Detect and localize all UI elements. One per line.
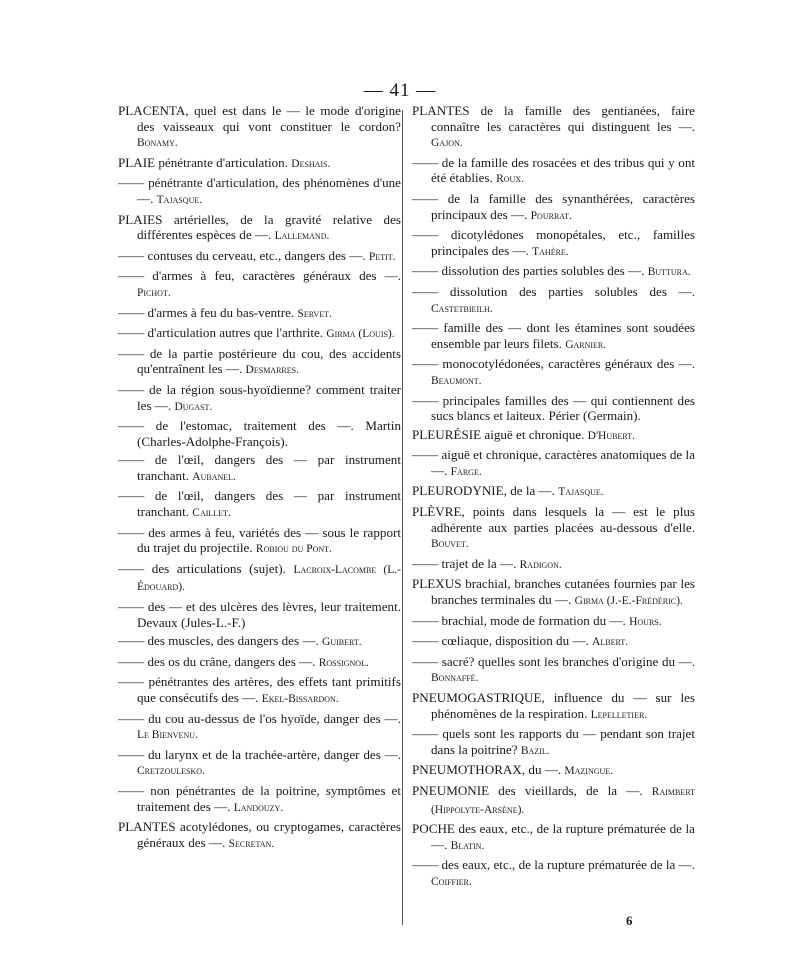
- entry-text: —— dicotylédones monopétales, etc., familles principales des —.: [412, 227, 695, 258]
- entry-text: —— de l'estomac, traitement des —. Martin (Charles-Adolphe-François).: [118, 418, 401, 449]
- entry-author: Blatin.: [450, 839, 485, 852]
- entry-text: —— de la famille des rosacées et des tribus qui y ont été établies.: [412, 154, 695, 186]
- index-subentry: [118, 175, 401, 208]
- entry-author: Robiou du Pont.: [255, 543, 332, 556]
- entry-text: —— des — et des ulcères des lèvres, leur traitement. Devaux (Jules-L.-F.): [118, 599, 401, 630]
- entry-author: Farge.: [450, 465, 482, 478]
- entry-text: —— non pénétrantes de la poitrine, symptômes et traitement des —.: [118, 782, 401, 814]
- entry-text: —— pénétrante d'articulation, des phénomènes d'une —.: [118, 175, 401, 206]
- index-entry: [412, 103, 695, 152]
- entry-author: Bouvet.: [431, 538, 469, 551]
- entry-text: —— des muscles, des dangers des —.: [118, 633, 319, 649]
- index-subentry: [118, 747, 401, 780]
- entry-author: Tajasque.: [558, 486, 604, 499]
- index-subentry: [412, 155, 695, 188]
- entry-text: PNEUMOGASTRIQUE, influence du — sur les phénomènes de la respiration.: [412, 690, 695, 721]
- entry-author: Rossignol.: [318, 656, 369, 669]
- entry-author: Raimbert (Hippolyte-Arsène).: [431, 785, 695, 816]
- index-subentry: [118, 633, 401, 651]
- entry-author: Lacroix-Lacombe (L.-Édouard).: [137, 563, 401, 594]
- index-subentry: [412, 263, 695, 281]
- entry-text: —— monocotylédonées, caractères généraux des —.: [412, 356, 695, 372]
- entry-author: Le Bienvenu.: [137, 729, 198, 742]
- page-number: — 41 —: [363, 80, 437, 101]
- entry-author: Girma (J.-E.-Frédéric).: [574, 595, 683, 608]
- entry-text: —— pénétrantes des artères, des effets tant primitifs que consécutifs des —.: [118, 674, 401, 705]
- entry-text: PLEURODYNIE, de la —.: [412, 483, 555, 499]
- entry-text: —— brachial, mode de formation du —.: [412, 612, 626, 628]
- entry-text: PLAIE pénétrante d'articulation.: [118, 154, 288, 170]
- entry-author: Tahère.: [532, 245, 569, 258]
- entry-text: PLANTES de la famille des gentianées, faire connaître les caractères qui distinguent les —.: [412, 103, 695, 134]
- index-subentry: [412, 191, 695, 224]
- index-entry: [412, 504, 695, 553]
- index-subentry: [118, 783, 401, 816]
- entry-text: —— dissolution des parties solubles des —.: [412, 263, 645, 279]
- index-subentry: [412, 726, 695, 759]
- entry-author: Servet.: [297, 307, 332, 320]
- index-subentry: [412, 556, 695, 574]
- entry-text: —— quels sont les rapports du — pendant son trajet dans la poitrine?: [412, 726, 695, 757]
- entry-text: —— de l'œil, dangers des — par instrument tranchant.: [118, 452, 401, 483]
- entry-author: Guibert.: [322, 636, 362, 649]
- entry-text: PLAIES artérielles, de la gravité relative des différentes espèces de —.: [118, 211, 401, 243]
- entry-text: —— des eaux, etc., de la rupture prématurée de la —.: [412, 857, 695, 873]
- index-subentry: [412, 320, 695, 353]
- index-entry: [118, 103, 401, 152]
- entry-author: Buttura.: [647, 266, 691, 279]
- index-subentry: [118, 599, 401, 630]
- entry-author: Coiffier.: [431, 875, 472, 888]
- index-entry: [118, 212, 401, 245]
- index-subentry: [412, 613, 695, 631]
- index-subentry: [412, 356, 695, 389]
- entry-text: PLACENTA, quel est dans le — le mode d'origine des vaisseaux qui vont constituer le cordon?: [118, 103, 401, 134]
- index-subentry: [118, 654, 401, 672]
- index-subentry: [118, 561, 401, 596]
- entry-author: Ekel-Bissardon.: [261, 693, 339, 705]
- signature-mark: 6: [626, 913, 633, 928]
- entry-text: —— contuses du cerveau, etc., dangers des —.: [118, 247, 366, 263]
- entry-author: Deshais.: [291, 157, 331, 170]
- entry-text: —— d'armes à feu, caractères généraux des —.: [118, 268, 401, 284]
- entry-author: Bonamy.: [137, 137, 178, 150]
- entry-text: —— cœliaque, disposition du —.: [412, 633, 589, 649]
- entry-author: Garnier.: [565, 338, 607, 351]
- index-entry: [412, 783, 695, 818]
- entry-author: Hours.: [629, 615, 662, 628]
- index-subentry: [118, 674, 401, 707]
- entry-author: Lepelletier.: [590, 708, 648, 721]
- index-subentry: [118, 346, 401, 379]
- entry-author: Radigon.: [519, 558, 562, 571]
- entry-text: PLEXUS brachial, branches cutanées fournies par les branches terminales du —.: [412, 576, 695, 608]
- index-entry: [412, 576, 695, 609]
- entry-author: Tajasque.: [156, 193, 203, 206]
- entry-author: Dugast.: [174, 400, 213, 413]
- index-subentry: [118, 268, 401, 301]
- entry-author: Gajon.: [431, 137, 463, 150]
- entry-author: Pourrat.: [530, 209, 572, 222]
- index-entry: [412, 427, 695, 445]
- entry-author: Aubanel.: [192, 470, 236, 483]
- index-entry: [412, 483, 695, 501]
- entry-text: —— de l'œil, dangers des — par instrument tranchant.: [118, 488, 401, 520]
- entry-author: Petit.: [368, 250, 396, 263]
- index-subentry: [118, 418, 401, 449]
- entry-author: Caillet.: [192, 507, 231, 520]
- index-subentry: [118, 525, 401, 558]
- entry-text: —— d'armes à feu du bas-ventre.: [118, 304, 295, 320]
- entry-text: —— de la région sous-hyoïdienne? comment traiter les —.: [118, 381, 401, 413]
- index-subentry: [412, 857, 695, 890]
- entry-author: Desmarres.: [245, 364, 299, 377]
- entry-text: PNEUMONIE des vieillards, de la —.: [412, 782, 643, 798]
- entry-author: Pichot.: [137, 286, 171, 299]
- entry-text: —— du larynx et de la trachée-artère, danger des —.: [118, 746, 401, 762]
- entry-author: Mazingue.: [564, 765, 614, 778]
- index-subentry: [118, 248, 401, 266]
- entry-author: Albert.: [592, 636, 629, 649]
- entry-text: —— famille des — dont les étamines sont soudées ensemble par leurs filets.: [412, 320, 695, 351]
- index-entry: [412, 762, 695, 780]
- index-entry: [118, 155, 401, 173]
- index-subentry: [412, 393, 695, 424]
- index-subentry: [118, 488, 401, 521]
- index-subentry: [118, 711, 401, 744]
- entry-text: —— aiguë et chronique, caractères anatomiques de la —.: [412, 447, 695, 478]
- entry-author: Castetbieilh.: [431, 302, 493, 315]
- right-column: [412, 103, 695, 894]
- entry-author: Girma (Louis).: [326, 328, 395, 341]
- entry-author: Beaumont.: [431, 374, 482, 387]
- entry-text: —— des os du crâne, dangers des —.: [118, 653, 316, 669]
- entry-text: —— des armes à feu, variétés des — sous le rapport du trajet du projectile.: [118, 524, 401, 556]
- entry-text: —— de la famille des synanthérées, caractères principaux des —.: [412, 190, 695, 222]
- index-subentry: [118, 305, 401, 323]
- entry-text: —— sacré? quelles sont les branches d'origine du —.: [412, 653, 695, 669]
- entry-author: Bonnaffé.: [431, 672, 479, 685]
- index-subentry: [412, 633, 695, 651]
- index-entry: [412, 690, 695, 723]
- entry-text: —— dissolution des parties solubles des —.: [412, 283, 695, 299]
- index-subentry: [412, 654, 695, 687]
- entry-text: —— des articulations (sujet).: [118, 560, 286, 576]
- index-subentry: [412, 447, 695, 480]
- index-subentry: [412, 227, 695, 260]
- index-entry: [118, 819, 401, 852]
- entry-text: POCHE des eaux, etc., de la rupture prématurée de la —.: [412, 821, 695, 852]
- entry-text: PLÈVRE, points dans lesquels la — est le plus adhérente aux parties placées au-dessous d'elle.: [412, 504, 695, 535]
- entry-text: PLANTES acotylédones, ou cryptogames, caractères généraux des —.: [118, 819, 401, 850]
- entry-author: Bazil.: [520, 744, 550, 757]
- index-subentry: [118, 452, 401, 485]
- entry-text: —— du cou au-dessus de l'os hyoïde, danger des —.: [118, 710, 401, 726]
- entry-author: Landouzy.: [233, 801, 284, 814]
- entry-text: —— trajet de la —.: [412, 555, 517, 571]
- entry-author: Cretzoulesko.: [137, 765, 205, 778]
- entry-author: D'Hubert.: [587, 429, 635, 442]
- column-divider: [402, 110, 403, 925]
- left-column: [118, 103, 401, 855]
- entry-text: PLEURÉSIE aiguë et chronique.: [412, 426, 585, 442]
- entry-text: PNEUMOTHORAX, du —.: [412, 762, 562, 778]
- entry-author: Roux.: [496, 173, 524, 186]
- index-entry: [412, 821, 695, 854]
- entry-author: Secretan.: [228, 837, 275, 850]
- index-subentry: [118, 382, 401, 415]
- entry-author: Lallemand.: [274, 230, 330, 243]
- index-subentry: [412, 284, 695, 317]
- entry-text: —— de la partie postérieure du cou, des accidents qu'entraînent les —.: [118, 345, 401, 377]
- entry-text: —— d'articulation autres que l'arthrite.: [118, 325, 324, 341]
- entry-text: —— principales familles des — qui contiennent des sucs blancs et laiteux. Périer (Germain).: [412, 392, 695, 424]
- index-subentry: [118, 325, 401, 343]
